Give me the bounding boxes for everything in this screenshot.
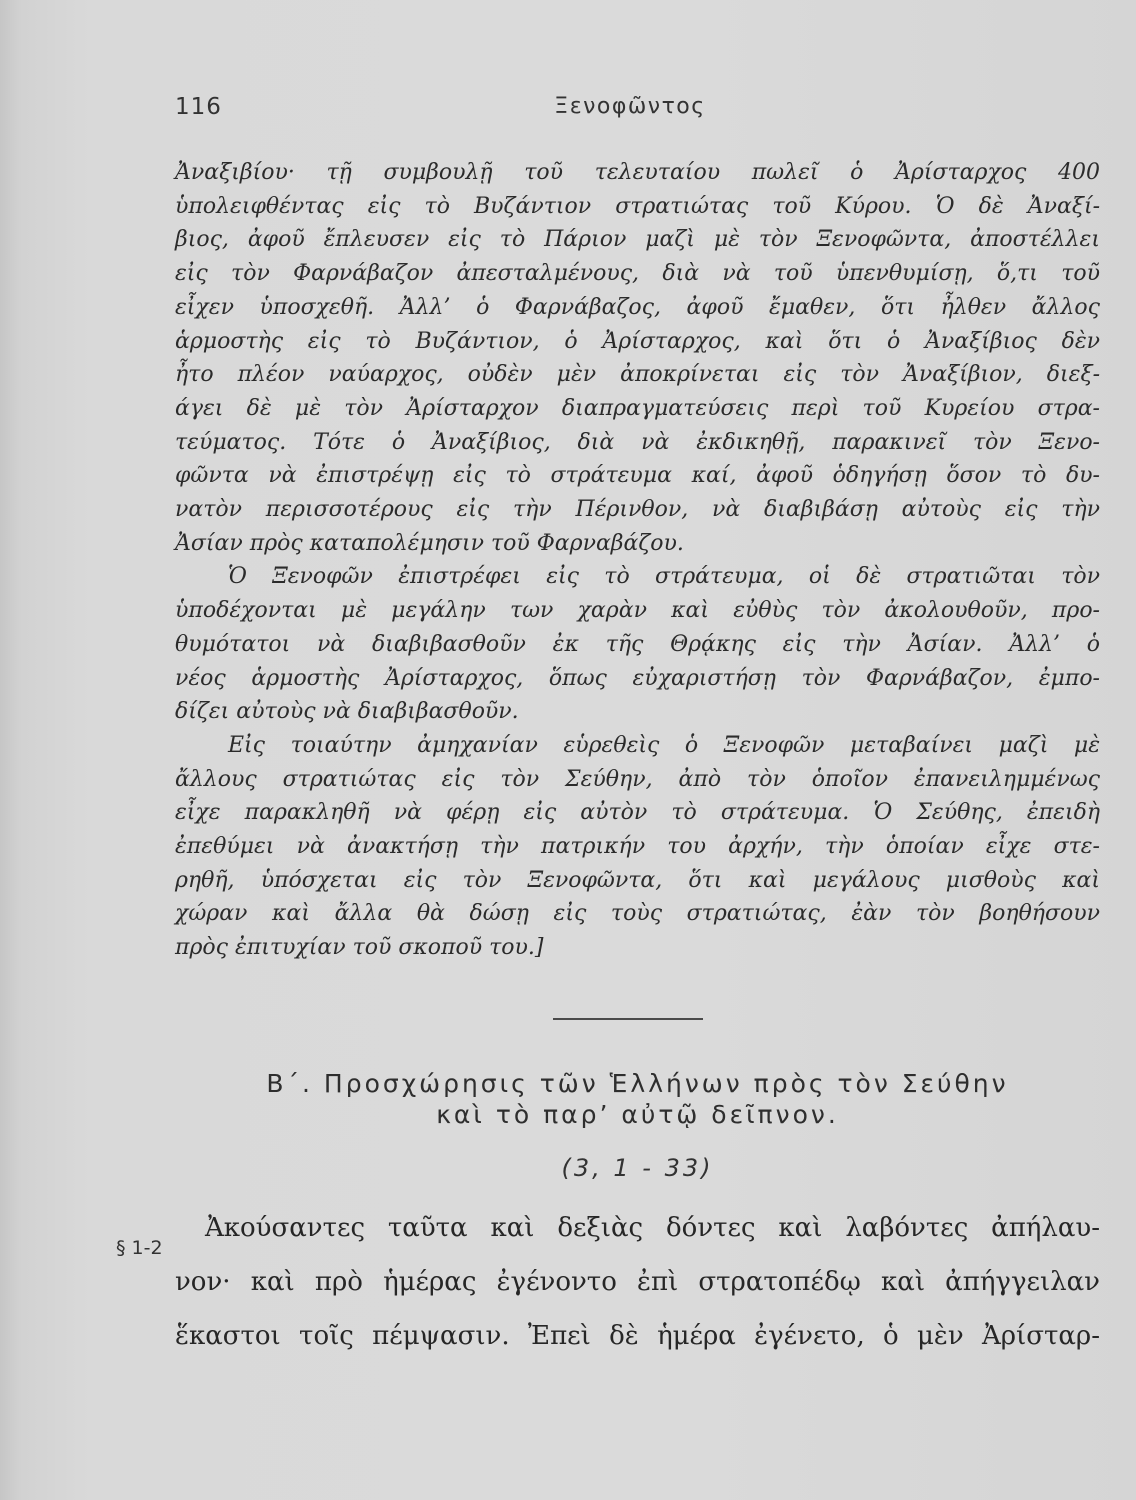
original-greek-text	[175, 1201, 1100, 1363]
text-line: Ἀκούσαντες ταῦτα καὶ δεξιὰς δόντες καὶ λαβόντες ἀπήλαυ-	[205, 1213, 1100, 1243]
section-divider	[553, 1018, 703, 1020]
text-line: ἦτο πλέον ναύαρχος, οὐδὲν μὲν ἀποκρίνεται εἰς τὸν Ἀναξίβιον, διεξ-	[175, 362, 1100, 388]
text-line: φῶντα νὰ ἐπιστρέψῃ εἰς τὸ στράτευμα καί, ἀφοῦ ὁδηγήσῃ ὅσον τὸ δυ-	[175, 463, 1100, 489]
text-line: πρὸς ἐπιτυχίαν τοῦ σκοποῦ του.]	[175, 935, 544, 961]
passage-citation: (3, 1 - 33)	[561, 1154, 714, 1182]
text-line: θυμότατοι νὰ διαβιβασθοῦν ἐκ τῆς Θρᾴκης εἰς τὴν Ἀσίαν. Ἀλλ’ ὁ	[175, 631, 1100, 657]
text-line: νατὸν περισσοτέρους εἰς τὴν Πέρινθον, νὰ διαβιβάσῃ αὐτοὺς εἰς τὴν	[175, 497, 1100, 523]
text-line: ἐπεθύμει νὰ ἀνακτήσῃ τὴν πατρικήν του ἀρχήν, τὴν ὁποίαν εἶχε στε-	[175, 834, 1100, 860]
text-line: Ἀναξιβίου· τῇ συμβουλῇ τοῦ τελευταίου πωλεῖ ὁ Ἀρίσταρχος 400	[175, 160, 1100, 185]
summary-paragraph	[175, 560, 1100, 729]
text-line: εἶχε παρακληθῆ νὰ φέρῃ εἰς αὐτὸν τὸ στράτευμα. Ὁ Σεύθης, ἐπειδὴ	[175, 800, 1100, 826]
margin-section-reference: § 1-2	[116, 1237, 163, 1259]
text-line: δίζει αὐτοὺς νὰ διαβιβασθοῦν.	[175, 699, 519, 725]
text-line: χώραν καὶ ἄλλα θὰ δώσῃ εἰς τοὺς στρατιώτας, ἐὰν τὸν βοηθήσουν	[175, 901, 1100, 927]
text-line: εἶχεν ὑποσχεθῆ. Ἀλλ’ ὁ Φαρνάβαζος, ἀφοῦ ἔμαθεν, ὅτι ἦλθεν ἄλλος	[175, 294, 1100, 320]
text-line: Ὁ Ξενοφῶν ἐπιστρέφει εἰς τὸ στράτευμα, οἱ δὲ στρατιῶται τὸν	[228, 564, 1100, 590]
text-line: νέος ἁρμοστὴς Ἀρίσταρχος, ὅπως εὐχαριστήσῃ τὸν Φαρνάβαζον, ἐμπο-	[175, 665, 1100, 691]
text-line: εἰς τὸν Φαρνάβαζον ἀπεσταλμένους, διὰ νὰ τοῦ ὑπενθυμίσῃ, ὅ,τι τοῦ	[175, 261, 1100, 287]
running-title: Ξενοφῶντος	[554, 94, 706, 119]
section-heading	[175, 1068, 1100, 1130]
summary-text	[175, 156, 1100, 965]
text-line: Εἰς τοιαύτην ἀμηχανίαν εὑρεθεὶς ὁ Ξενοφῶν μεταβαίνει μαζὶ μὲ	[228, 732, 1100, 758]
section-heading-line: Β΄. Προσχώρησις τῶν Ἑλλήνων πρὸς τὸν Σεύθην	[266, 1069, 1009, 1098]
page-number: 116	[175, 94, 222, 120]
text-line: βιος, ἀφοῦ ἔπλευσεν εἰς τὸ Πάριον μαζὶ μὲ τὸν Ξενοφῶντα, ἀποστέλλει	[175, 227, 1100, 253]
text-line: άγει δὲ μὲ τὸν Ἀρίσταρχον διαπραγματεύσεις περὶ τοῦ Κυρείου στρα-	[175, 395, 1100, 421]
text-line: ἕκαστοι τοῖς πέμψασιν. Ἐπεὶ δὲ ἡμέρα ἐγένετο, ὁ μὲν Ἀρίσταρ-	[175, 1321, 1100, 1351]
text-line: ὑποδέχονται μὲ μεγάλην των χαρὰν καὶ εὐθὺς τὸν ἀκολουθοῦν, προ-	[175, 598, 1100, 624]
summary-paragraph	[175, 156, 1100, 560]
text-line: ἄλλους στρατιώτας εἰς τὸν Σεύθην, ἀπὸ τὸν ὁποῖον ἐπανειλημμένως	[175, 766, 1100, 792]
text-line: ρηθῆ, ὑπόσχεται εἰς τὸν Ξενοφῶντα, ὅτι καὶ μεγάλους μισθοὺς καὶ	[175, 867, 1100, 893]
section-heading-line: καὶ τὸ παρ’ αὐτῷ δεῖπνον.	[436, 1100, 839, 1129]
text-line: νον· καὶ πρὸ ἡμέρας ἐγένοντο ἐπὶ στρατοπέδῳ καὶ ἀπήγγειλαν	[175, 1267, 1100, 1297]
text-line: ὑπολειφθέντας εἰς τὸ Βυζάντιον στρατιώτας τοῦ Κύρου. Ὁ δὲ Ἀναξί-	[175, 193, 1100, 219]
text-line: τεύματος. Τότε ὁ Ἀναξίβιος, διὰ νὰ ἐκδικηθῇ, παρακινεῖ τὸν Ξενο-	[175, 429, 1100, 455]
text-line: ἁρμοστὴς εἰς τὸ Βυζάντιον, ὁ Ἀρίσταρχος, καὶ ὅτι ὁ Ἀναξίβιος δὲν	[175, 328, 1100, 354]
text-line: Ἀσίαν πρὸς καταπολέμησιν τοῦ Φαρναβάζου.	[175, 530, 684, 556]
summary-paragraph	[175, 729, 1100, 965]
